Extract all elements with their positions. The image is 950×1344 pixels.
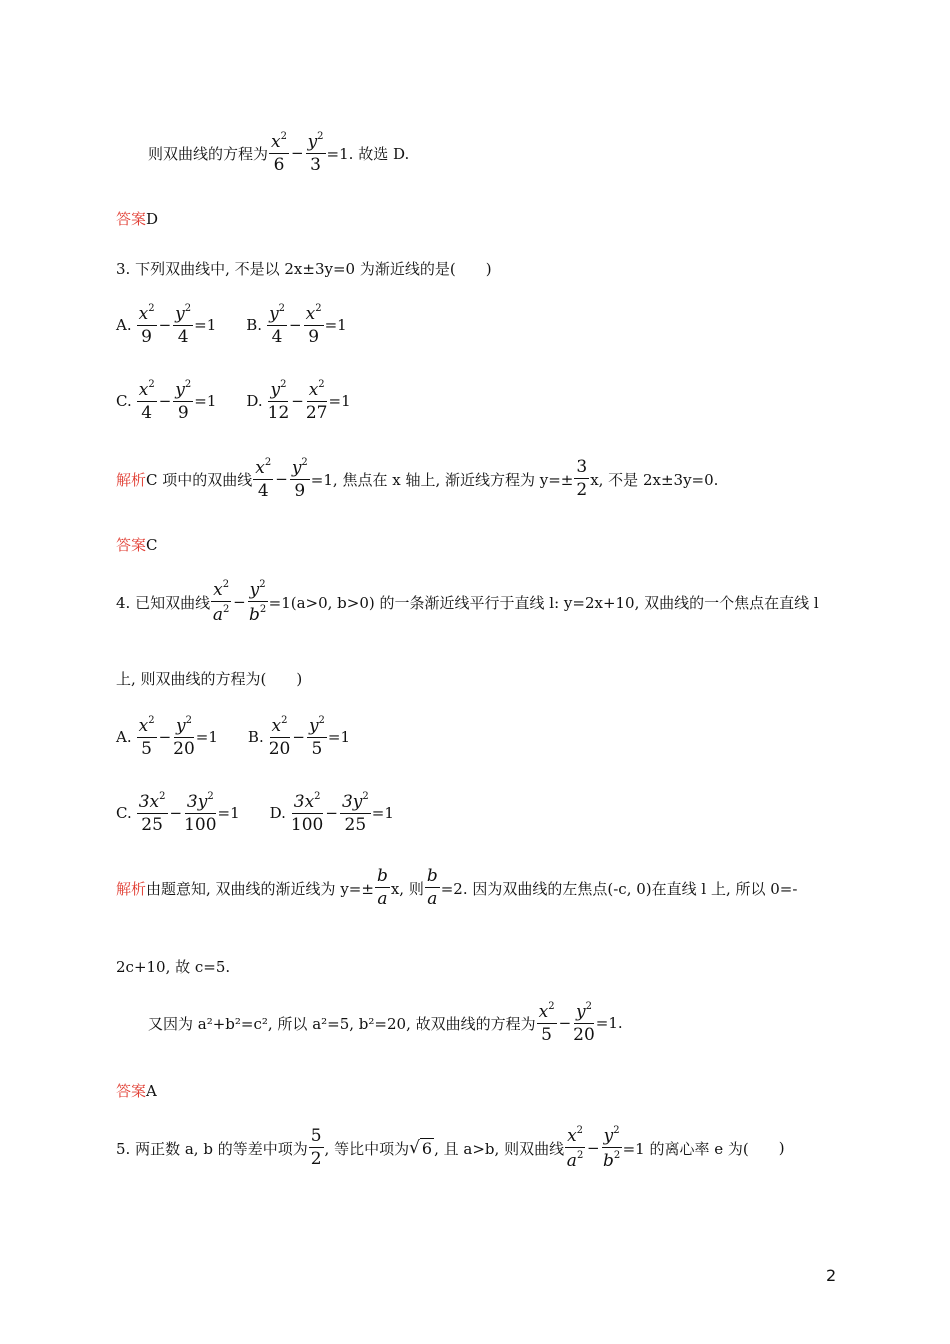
page-number: 2 [826,1266,837,1285]
q4-analysis-text-b: x, 则 [390,879,424,898]
fraction: $\frac{5}{2}$ [310,1126,322,1169]
q4-stem-text-c: 上, 则双曲线的方程为( [116,670,267,688]
q3-analysis-text-a: C 项中的双曲线 [146,470,253,489]
q3-option-b[interactable]: B. $\frac{y^2}{4}$ − $\frac{x^2}{9}$ =1 [246,303,347,347]
q5-stem-text-d: =1 的离心率 e 为( [622,1139,749,1158]
q4-stem-text-a: 4. 已知双曲线 [116,593,211,612]
answer-label: 答案 [116,1082,147,1100]
fraction: $\frac{y^2}{3}$ [307,131,324,175]
q3-option-d[interactable]: D. $\frac{y^2}{12}$ − $\frac{x^2}{27}$ =1 [246,379,351,423]
sqrt-symbol: √ 6 [409,1138,433,1158]
q4-analysis-conclusion: 又因为 a²+b²=c², 所以 a²=5, b²=20, 故双曲线的方程为 $\frac{x^2}{5}$ − $\frac{y^2}{20}$ =1. [148,1001,623,1045]
q3-analysis-text-b: =1, 焦点在 x 轴上, 渐近线方程为 y=± [310,470,574,489]
q4-option-a[interactable]: A. $\frac{x^2}{5}$ − $\frac{y^2}{20}$ =1 [116,715,218,759]
q3-option-c[interactable]: C. $\frac{x^2}{4}$ − $\frac{y^2}{9}$ =1 [116,379,217,423]
fraction: $\frac{b}{a}$ [426,866,438,909]
q3-option-a[interactable]: A. $\frac{x^2}{9}$ − $\frac{y^2}{4}$ =1 [116,303,217,347]
q5-stem-text-a: 5. 两正数 a, b 的等差中项为 [116,1139,308,1158]
answer-value: A [146,1081,157,1100]
q4-option-d[interactable]: D. $\frac{3x^2}{100}$ − $\frac{3y^2}{25}$ =1 [269,791,394,835]
q4-stem-cont [116,668,302,689]
q3-options-row-1 [116,304,347,346]
q3-stem-close: ) [485,259,492,278]
q3-answer [116,534,158,555]
q4-stem: 4. 已知双曲线 $\frac{x^2}{a^2}$ − $\frac{y^2}{b^2}$ =1(a>0, b>0) 的一条渐近线平行于直线 l: y=2x+10, 双曲线的一个焦点在直线 l [116,579,819,625]
analysis-label: 解析 [116,470,147,489]
fraction: $\frac{x^2}{4}$ [255,457,272,501]
answer-label: 答案 [116,210,147,228]
answer-value: D [146,209,159,228]
fraction: $\frac{y^2}{b^2}$ [602,1125,621,1171]
q2-answer [116,208,158,229]
q5-stem: 5. 两正数 a, b 的等差中项为 $\frac{5}{2}$ , 等比中项为 √ 6 , 且 a>b, 则双曲线 $\frac{x^2}{a^2}$ − $\frac{y^2}{b^2}$ =1 的离心率 e 为( ) [116,1125,785,1171]
q4-analysis-text-e: 又因为 a²+b²=c², 所以 a²=5, b²=20, 故双曲线的方程为 [148,1014,536,1033]
q3-analysis: 解析 C 项中的双曲线 $\frac{x^2}{4}$ − $\frac{y^2}{9}$ =1, 焦点在 x 轴上, 渐近线方程为 y=± $\frac{3}{2}$ x, 不是 2x±3y=0. [116,457,719,501]
q5-stem-text-c: , 且 a>b, 则双曲线 [434,1139,565,1158]
analysis-label: 解析 [116,879,147,898]
q4-analysis-cont [116,956,230,977]
q4-analysis-text-d: 2c+10, 故 c=5. [116,958,231,976]
fraction: $\frac{x^2}{a^2}$ [212,579,230,625]
q5-stem-close: ) [778,1139,785,1157]
fraction: $\frac{y^2}{9}$ [291,457,308,501]
q4-stem-close: ) [296,669,303,688]
q4-options-row-1 [116,716,350,758]
q4-options-row-2 [116,792,394,834]
q4-option-c[interactable]: C. $\frac{3x^2}{25}$ − $\frac{3y^2}{100}$ =1 [116,791,240,835]
q2-text-after: =1. 故选 D. [326,144,410,163]
fraction: $\frac{3}{2}$ [576,457,588,500]
fraction: $\frac{b}{a}$ [376,866,388,909]
q3-analysis-text-c: x, 不是 2x±3y=0. [590,470,719,489]
fraction: $\frac{y^2}{20}$ [573,1001,595,1045]
q3-options-row-2 [116,380,351,422]
answer-label: 答案 [116,536,147,554]
answer-value: C [146,535,158,554]
q2-conclusion: 则双曲线的方程为 $\frac{x^2}{6}$ − $\frac{y^2}{3}$ =1. 故选 D. [148,131,410,175]
fraction: $\frac{x^2}{6}$ [271,131,287,175]
q4-analysis [116,868,797,908]
fraction: $\frac{x^2}{5}$ [538,1001,555,1045]
q4-analysis-text-c: =2. 因为双曲线的左焦点(-c, 0)在直线 l 上, 所以 0=- [440,879,798,898]
q4-analysis-text-a: 由题意知, 双曲线的渐近线为 y=± [146,879,374,898]
q5-stem-text-b: , 等比中项为 [324,1139,410,1158]
q3-stem [116,258,492,279]
fraction: $\frac{x^2}{a^2}$ [566,1125,584,1171]
fraction: $\frac{y^2}{b^2}$ [249,579,267,625]
q4-analysis-text-f: =1. [595,1014,623,1032]
q4-answer [116,1080,157,1101]
q3-stem-text: 3. 下列双曲线中, 不是以 2x±3y=0 为渐近线的是( [116,260,456,278]
q2-text-before: 则双曲线的方程为 [148,144,269,163]
q4-stem-text-b: =1(a>0, b>0) 的一条渐近线平行于直线 l: y=2x+10, 双曲线的一个焦点在直线 l [268,593,819,612]
q4-option-b[interactable]: B. $\frac{x^2}{20}$ − $\frac{y^2}{5}$ =1 [247,715,351,759]
